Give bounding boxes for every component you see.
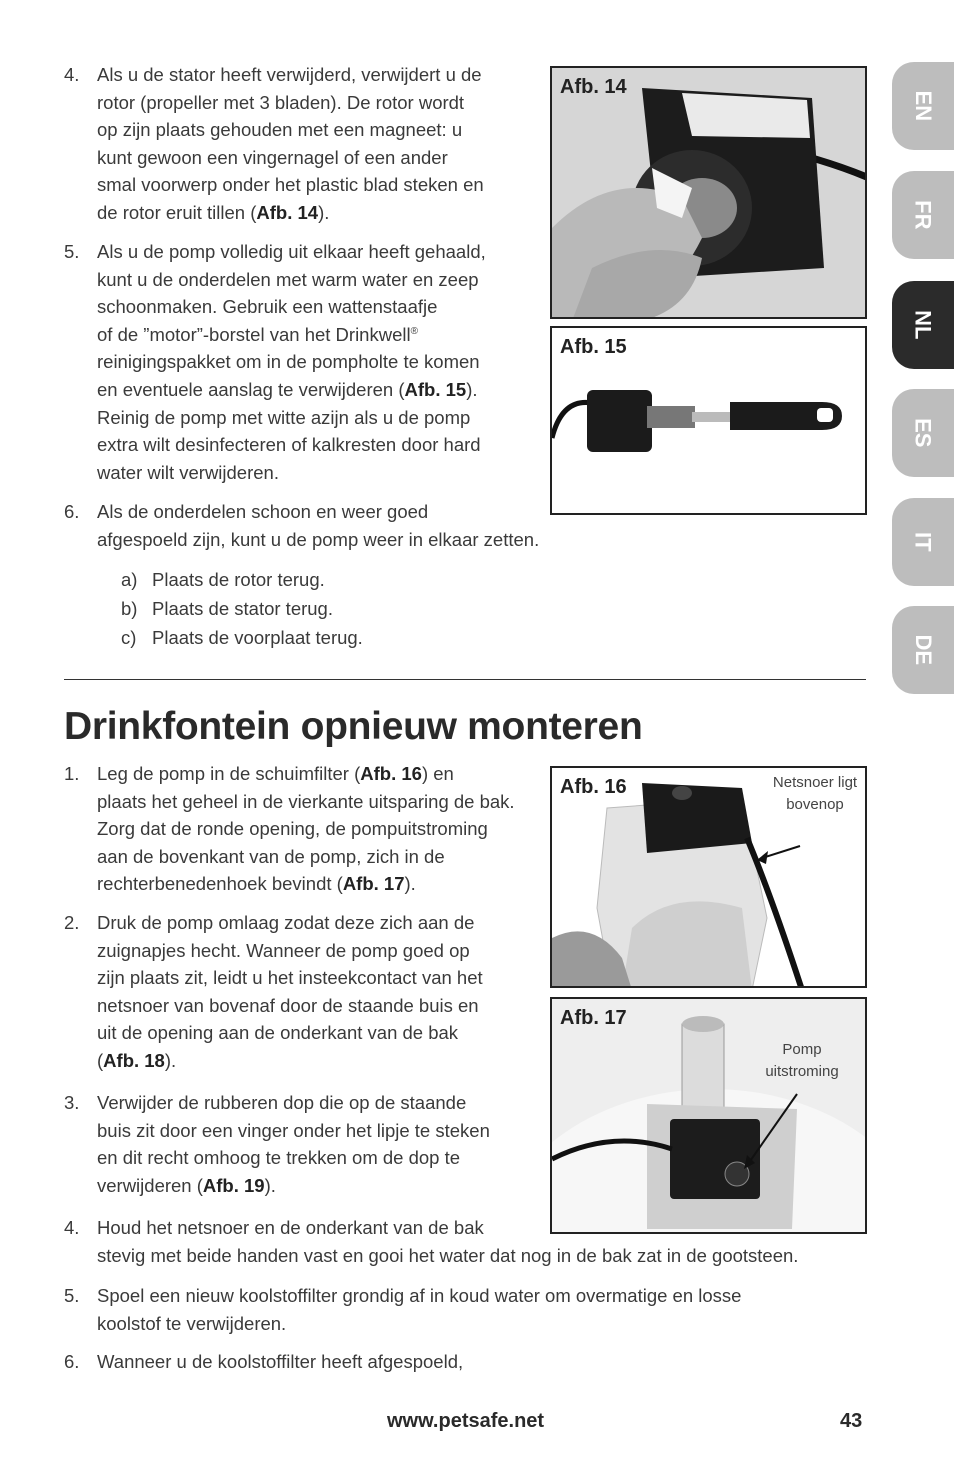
figure-afb-14: Afb. 14 (550, 66, 867, 319)
assembly-step-3: 3. Verwijder de rubberen dop die op de staande buis zit door een vinger onder het lipje te steken en dit recht omhoog te trekken om de dop te verwijderen (Afb. 19). (64, 1092, 490, 1196)
substep-c: c) Plaats de voorplaat terug. (121, 627, 363, 648)
footer-url[interactable]: www.petsafe.net (387, 1410, 545, 1432)
substep-b: b) Plaats de stator terug. (121, 598, 333, 619)
tab-language-de[interactable]: DE (892, 606, 954, 694)
tab-language-nl[interactable]: NL (892, 281, 954, 369)
assembly-step-6: 6. Wanneer u de koolstoffilter heeft afgespoeld, (64, 1351, 464, 1372)
figure-afb-16: Afb. 16 Netsnoer ligt bovenop (550, 766, 867, 988)
figure-afb-15: Afb. 15 (550, 326, 867, 515)
callout-power-cord: Netsnoer ligt bovenop (772, 774, 858, 813)
assembly-step-4: 4. Houd het netsnoer en de onderkant van de bak stevig met beide handen vast en gooi het water dat nog in de bak zat in de gootsteen. (64, 1217, 799, 1266)
figure-ref: Afb. 15 (404, 378, 467, 400)
figure-ref: Afb. 19 (202, 1174, 265, 1196)
figure-ref: Afb. 17 (342, 873, 405, 895)
tab-language-it[interactable]: IT (892, 498, 954, 586)
assembly-step-5: 5. Spoel een nieuw koolstoffilter grondig af in koud water om overmatige en losse koolstof te verwijderen. (64, 1285, 742, 1334)
figure-afb-17: Afb. 17 Pomp uitstroming (550, 997, 867, 1234)
step-5-clean-parts: 5. Als u de pomp volledig uit elkaar heeft gehaald, kunt u de onderdelen met warm water en zeep schoonmaken. Gebruik een wattenstaafje of de ”motor”-borstel van het Drinkwell® reinigingspakket om in de pompholte te komen en eventuele aanslag te verwijderen (Afb. 15). Reinig de pomp met witte azijn als u de pomp extra wilt desinfecteren of kalkresten door hard water wilt verwijderen. (64, 241, 486, 483)
assembly-step-2: 2. Druk de pomp omlaag zodat deze zich aan de zuignapjes hecht. Wanneer de pomp goed op zijn plaats zit, leidt u het insteekcontact van het netsnoer van bovenaf door de staande buis en uit de opening aan de onderkant van de bak (Afb. 18). (64, 912, 483, 1071)
pump-in-bowl-photo (552, 999, 867, 1234)
figure-ref: Afb. 16 (360, 763, 422, 784)
registered-mark: ® (410, 325, 418, 337)
section-divider (64, 679, 866, 680)
tab-language-en[interactable]: EN (892, 62, 954, 150)
callout-pump-outlet: Pomp uitstroming (765, 1041, 839, 1080)
assembly-step-1: 1. Leg de pomp in de schuimfilter (Afb. 16) en plaats het geheel in de vierkante uitsparing de bak. Zorg dat de ronde opening, de pompuitstroming aan de bovenkant van de pomp, zich in de rechterbenedenhoek bevindt (Afb. 17). (64, 763, 515, 895)
step-4-remove-rotor: 4. Als u de stator heeft verwijderd, verwijdert u de rotor (propeller met 3 bladen). De rotor wordt op zijn plaats gehouden met een magneet: u kunt gewoon een vingernagel of een ander smal voorwerp onder het plastic blad steken en de rotor eruit tillen (Afb. 14). (64, 64, 484, 223)
section-heading: Drinkfontein opnieuw monteren (64, 705, 643, 748)
substep-a: a) Plaats de rotor terug. (121, 569, 325, 590)
tab-language-fr[interactable]: FR (892, 171, 954, 259)
tab-language-es[interactable]: ES (892, 389, 954, 477)
step-6-reassemble-pump: 6. Als de onderdelen schoon en weer goed afgespoeld zijn, kunt u de pomp weer in elkaar zetten. (64, 501, 540, 550)
pump-rotor-photo (552, 68, 867, 319)
page-number: 43 (840, 1410, 863, 1432)
figure-ref: Afb. 18 (103, 1049, 165, 1071)
figure-ref: Afb. 14 (256, 201, 319, 223)
